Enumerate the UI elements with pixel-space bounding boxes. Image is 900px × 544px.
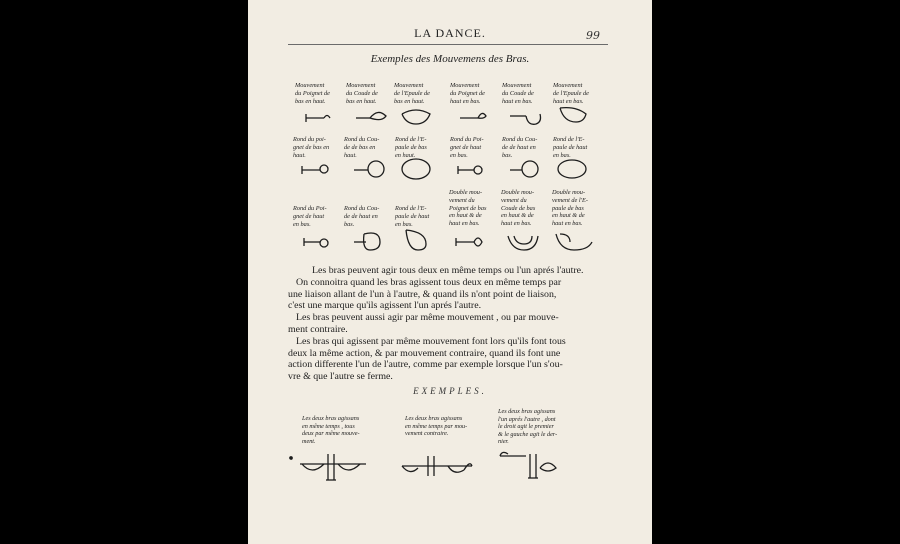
paragraph-line: Les bras peuvent agir tous deux en même temps ou l'un aprés l'autre. <box>312 265 584 276</box>
shoulder-round-down-symbol <box>554 156 594 186</box>
caption-r1c1: Mouvement du Poignet de bas en haut. <box>295 82 330 105</box>
caption-r2c1: Rond du poi- gnet de bas en haut. <box>293 136 330 159</box>
caption-r2c3: Rond de l'E- paule de bas en haut. <box>395 136 427 159</box>
elbow-down-symbol <box>506 106 546 132</box>
caption-r2c6: Rond de l'E- paule de haut en bas. <box>553 136 588 159</box>
shoulder-up-symbol <box>398 104 438 132</box>
caption-r3c5: Double mou- vement du Coude de bas en haut & de haut en bas. <box>501 189 536 228</box>
example-notation-2 <box>398 452 478 486</box>
caption-r2c5: Rond du Cou- de de haut en bas. <box>502 136 538 159</box>
caption-r1c6: Mouvement de l'Epaule de haut en bas. <box>553 82 589 105</box>
wrist-round-down-symbol <box>454 160 494 184</box>
caption-r3c4: Double mou- vement du Poignet de bas en haut & de haut en bas. <box>449 189 487 228</box>
example-caption-1: Les deux bras agissans en même temps , tous deux par même mouve- ment. <box>302 415 360 445</box>
wrist-down-symbol <box>454 106 494 130</box>
shoulder-round-down-symbol-2 <box>398 226 438 256</box>
examples-heading: EXEMPLES. <box>413 386 487 396</box>
caption-r1c5: Mouvement du Coude de haut en bas. <box>502 82 534 105</box>
elbow-up-symbol <box>350 106 390 132</box>
example-notation-1 <box>288 450 378 488</box>
elbow-round-up-symbol <box>350 158 390 184</box>
running-header: LA DANCE. <box>414 26 486 40</box>
paragraph-line: une liaison allant de l'un à l'autre, & quand ils n'ont point de liaison, <box>288 288 557 300</box>
caption-r2c2: Rond du Cou- de de bas en haut. <box>344 136 380 159</box>
section-title: Exemples des Mouvemens des Bras. <box>370 53 530 65</box>
caption-r3c1: Rond du Poi- gnet de haut en bas. <box>293 205 327 228</box>
caption-r1c4: Mouvement du Poignet de haut en bas. <box>450 82 485 105</box>
elbow-double-symbol <box>504 228 544 256</box>
book-page <box>248 0 652 544</box>
paragraph-3 <box>288 312 559 335</box>
paragraph-line: vre & que l'autre se ferme. <box>288 370 393 382</box>
caption-r1c2: Mouvement du Coude de bas en haut. <box>346 82 378 105</box>
shoulder-round-up-symbol <box>398 156 438 186</box>
paragraph-4 <box>288 336 566 382</box>
example-notation-3 <box>496 446 576 488</box>
paragraph-line: deux la même action, & par mouvement contraire, quand ils font une <box>288 347 561 359</box>
wrist-double-symbol <box>452 230 492 256</box>
elbow-round-down-symbol-2 <box>350 228 390 256</box>
paragraph-line: c'est une marque qu'ils agissent l'un aprés l'autre. <box>288 300 482 311</box>
paragraph-line: Les bras peuvent aussi agir par même mouvement , ou par mouve- <box>296 312 559 323</box>
header-rule <box>288 44 608 45</box>
caption-r1c3: Mouvement de l'Epaule de bas en haut. <box>394 82 430 105</box>
wrist-up-symbol <box>298 108 338 132</box>
wrist-round-down-symbol-2 <box>298 232 338 256</box>
elbow-round-down-symbol <box>506 158 546 184</box>
shoulder-double-symbol <box>552 228 596 258</box>
example-caption-3: Les deux bras agissans l'un aprés l'autre , dont le droit agit le premier & le gauche agit le der- nier. <box>498 408 558 446</box>
paragraph-line: ment contraire. <box>288 323 348 335</box>
caption-r3c3: Rond de l'E- paule de haut en bas. <box>395 205 430 228</box>
caption-r2c4: Rond du Poi- gnet de haut en bas. <box>450 136 484 159</box>
wrist-round-up-symbol <box>298 160 338 184</box>
paragraph-line: Les bras qui agissent par même mouvement font lors qu'ils font tous <box>296 336 566 347</box>
paragraph-line: action differente l'un de l'autre, comme par exemple lorsque l'un s'ou- <box>288 359 563 370</box>
shoulder-down-symbol <box>554 102 594 130</box>
paragraph-1 <box>296 265 583 277</box>
caption-r3c6: Double mou- vement de l'E- paule de bas en haut & de haut en bas. <box>552 189 588 228</box>
paragraph-2 <box>288 277 561 312</box>
example-caption-2: Les deux bras agissans en même temps par mou- vement contraire. <box>405 415 468 438</box>
page-number: 99 <box>586 29 600 42</box>
caption-r3c2: Rond du Cou- de de haut en bas. <box>344 205 380 228</box>
paragraph-line: On connoitra quand les bras agissent tous deux en même temps par <box>296 277 562 288</box>
